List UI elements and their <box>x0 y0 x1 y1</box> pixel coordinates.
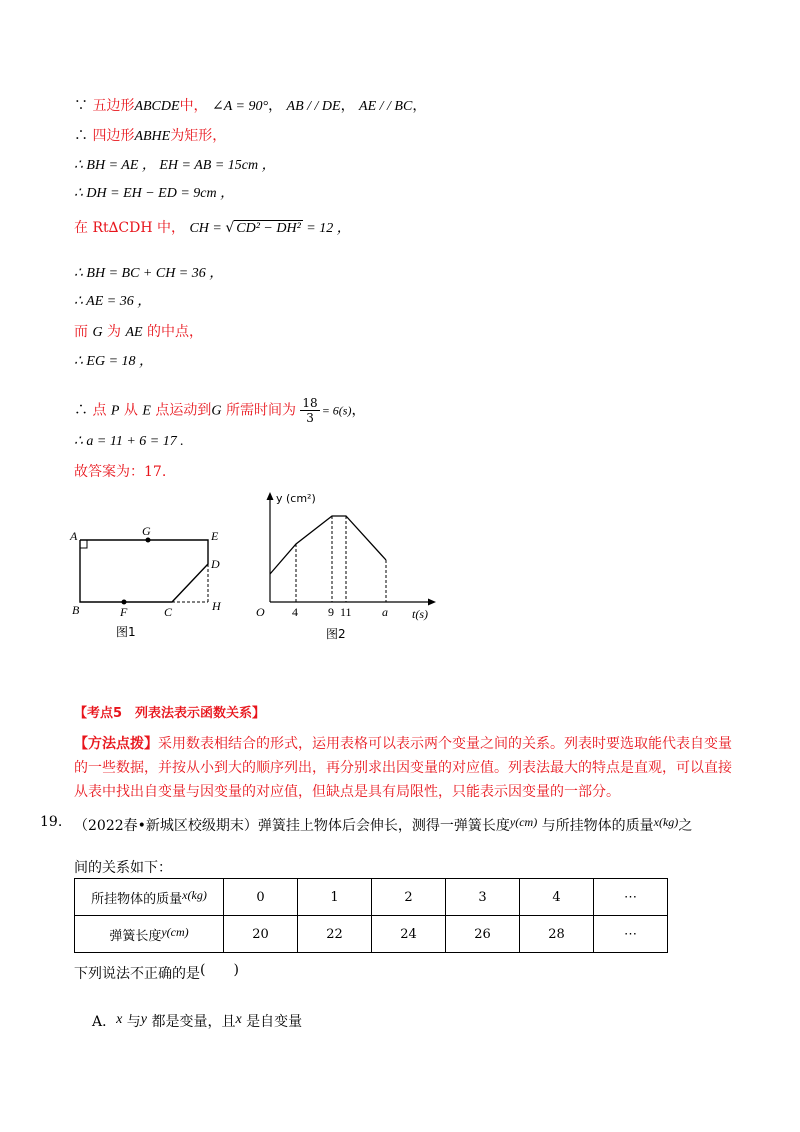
text: 五边形 <box>92 98 135 114</box>
math: x <box>235 1012 242 1027</box>
solution-line-8 <box>74 322 203 343</box>
y-axis-label: y (cm²) <box>276 492 316 505</box>
math: = 6(s) <box>321 403 352 418</box>
math: x(kg) <box>182 887 207 902</box>
point-f <box>122 600 127 605</box>
tick-9: 9 <box>328 605 334 619</box>
option-label: A． <box>92 1014 117 1030</box>
text: 所需时间为 <box>225 402 296 419</box>
math: AE <box>125 325 143 340</box>
point-g <box>146 538 151 543</box>
text: 点 <box>92 402 107 419</box>
solution-line-7: ∴ AE = 36 ， <box>74 294 152 309</box>
table-cell: 0 <box>224 879 298 916</box>
function-graph <box>270 516 386 574</box>
label-d: D <box>211 557 220 571</box>
numerator: 18 <box>302 396 318 410</box>
table-cell: ⋯ <box>594 916 668 953</box>
method-tag: 【方法点拨】 <box>74 736 158 752</box>
section-title: 【考点5 列表法表示函数关系】 <box>74 706 266 721</box>
text: 都是变量，且 <box>151 1014 236 1030</box>
geometry-figures <box>60 488 460 648</box>
text: 下列说法不正确的是 <box>74 966 200 982</box>
text: 而 <box>74 324 88 340</box>
math: AB / / DE <box>286 99 341 114</box>
text: 从 <box>123 402 138 419</box>
question-line-1 <box>74 812 692 836</box>
question-number: 19. <box>40 814 63 830</box>
right-angle-mark <box>80 540 87 548</box>
x-axis-label: t(s) <box>412 607 428 621</box>
text: 中， <box>179 98 208 114</box>
method-paragraph <box>74 732 734 804</box>
math: CD² − DH² <box>236 221 301 236</box>
option-a[interactable] <box>92 1010 302 1032</box>
math: G <box>211 403 222 419</box>
solution-line-11: ∴ a = 11 + 6 = 17 . <box>74 434 184 449</box>
table-cell: 28 <box>520 916 594 953</box>
table-cell: 26 <box>446 916 520 953</box>
label-g: G <box>142 524 151 538</box>
y-axis-arrow <box>267 492 274 500</box>
table-row <box>75 879 668 916</box>
text: （2022春•新城区校级期末）弹簧挂上物体后会伸长，测得一弹簧长度 <box>74 818 510 834</box>
text: 为 <box>107 324 122 340</box>
text: 之 <box>678 818 693 834</box>
sqrt-symbol: √ <box>225 220 235 236</box>
text: ∵ <box>74 98 93 114</box>
table-cell: 2 <box>372 879 446 916</box>
table-row <box>75 916 668 953</box>
x-axis-arrow <box>428 599 436 606</box>
tick-a: a <box>382 605 388 619</box>
text: 的中点， <box>147 324 204 340</box>
tick-11: 11 <box>340 605 352 619</box>
text: ， <box>268 98 283 114</box>
text: 与所挂物体的质量 <box>541 818 654 834</box>
text: 所挂物体的质量 <box>91 891 183 907</box>
text: ∴ <box>74 402 93 419</box>
text: 是自变量 <box>246 1014 303 1030</box>
answer-line: 故答案为：17. <box>74 464 167 480</box>
label-b: B <box>72 603 80 617</box>
text: 为矩形， <box>170 128 227 144</box>
table-cell: 4 <box>520 879 594 916</box>
text: ， <box>351 402 366 419</box>
label-f: F <box>120 605 128 619</box>
text: 与 <box>126 1014 141 1030</box>
method-text: 采用数表相结合的形式，运用表格可以表示两个变量之间的关系。列表时要选取能代表自变量的一些数据，并按从小到大的顺序列出，再分别求出因变量的对应值。列表法最大的特点是直观，可以直接从表中找出自变量与因变量的对应值，但缺点是具有局限性，只能表示因变量的一部分。 <box>74 736 732 800</box>
label-a: A <box>70 529 78 543</box>
math: = 12 ， <box>302 221 351 236</box>
math: ∠A = 90° <box>212 99 269 114</box>
table-header-mass <box>75 879 224 916</box>
table-cell: 3 <box>446 879 520 916</box>
text: 弹簧长度 <box>109 928 162 944</box>
solution-line-3: ∴ BH = AE ， EH = AB = 15cm ， <box>74 158 276 173</box>
table-cell: 20 <box>224 916 298 953</box>
math: x(kg) <box>653 815 679 829</box>
data-table <box>74 878 668 953</box>
table-cell: ⋯ <box>594 879 668 916</box>
solution-line-10 <box>74 396 365 425</box>
answer-blank: ( ) <box>200 962 239 978</box>
math: E <box>142 403 151 419</box>
origin-label: O <box>256 605 265 619</box>
text: 点运动到 <box>155 402 212 419</box>
label-e: E <box>211 529 219 543</box>
math: P <box>110 403 120 419</box>
solution-line-9: ∴ EG = 18 ， <box>74 354 154 369</box>
label-c: C <box>164 605 173 619</box>
math: x <box>116 1012 123 1027</box>
label-h: H <box>212 599 221 613</box>
text: 四边形 <box>92 128 135 144</box>
table-header-length <box>75 916 224 953</box>
solution-line-6: ∴ BH = BC + CH = 36 ， <box>74 266 224 281</box>
question-prompt <box>74 960 239 984</box>
math: CH = <box>189 221 226 236</box>
math: y(cm) <box>509 815 538 829</box>
figure-1 <box>69 524 222 639</box>
text: ∴ <box>74 128 93 144</box>
table-cell: 24 <box>372 916 446 953</box>
solution-line-1 <box>74 96 426 117</box>
math: y(cm) <box>161 924 189 939</box>
tick-4: 4 <box>292 605 298 619</box>
solution-line-5 <box>74 218 351 239</box>
math: ABHE <box>134 129 171 144</box>
text: ， <box>340 98 355 114</box>
text: ， <box>412 98 427 114</box>
solution-line-4: ∴ DH = EH − ED = 9cm ， <box>74 186 235 201</box>
math: ABCDE <box>134 99 180 114</box>
figure-2-caption: 图2 <box>326 627 346 641</box>
math: AE / / BC <box>359 99 413 114</box>
fraction <box>300 396 319 425</box>
table-cell: 22 <box>298 916 372 953</box>
question-line-2: 间的关系如下： <box>74 860 172 876</box>
math: y <box>140 1012 148 1027</box>
pentagon-abcde <box>80 540 208 602</box>
figure-1-caption: 图1 <box>116 625 136 639</box>
denominator: 3 <box>306 411 314 425</box>
math: G <box>92 325 103 340</box>
table-cell: 1 <box>298 879 372 916</box>
text: 在 Rt∆CDH 中， <box>74 220 185 236</box>
figure-2 <box>256 492 436 641</box>
solution-line-2 <box>74 126 226 147</box>
